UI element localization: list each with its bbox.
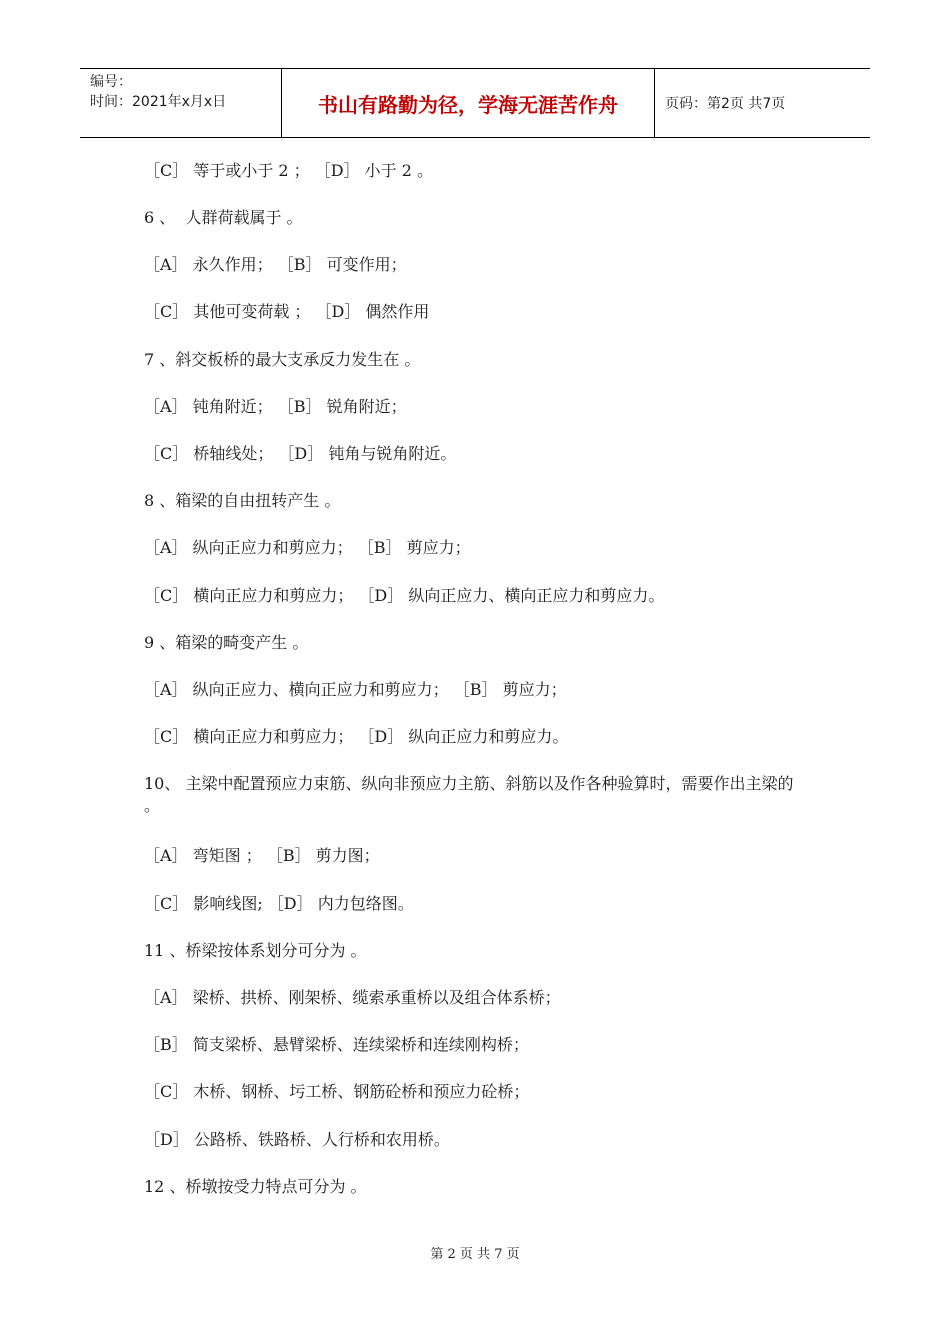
text-line: ［A］ 纵向正应力、横向正应力和剪应力； ［B］ 剪应力； xyxy=(144,680,567,699)
text-line: ［A］ 钝角附近； ［B］ 锐角附近； xyxy=(144,397,407,416)
text-line: ［C］ 木桥、钢桥、圬工桥、钢筋砼桥和预应力砼桥； xyxy=(144,1082,530,1101)
header-motto: 书山有路勤为径，学海无涯苦作舟 xyxy=(281,69,655,137)
text-line: ［C］ 影响线图; ［D］ 内力包络图。 xyxy=(144,894,414,913)
question-8: 8 、箱梁的自由扭转产生 。 xyxy=(144,491,341,510)
question-12: 12 、桥墩按受力特点可分为 。 xyxy=(144,1177,367,1196)
question-10: 10、 主梁中配置预应力束筋、纵向非预应力主筋、斜筋以及作各种验算时，需要作出主梁的 。 xyxy=(144,774,794,815)
text-line: ［C］ 桥轴线处； ［D］ 钝角与锐角附近。 xyxy=(144,444,457,463)
serial-label: 编号： xyxy=(90,74,132,90)
text-line: ［D］ 公路桥、铁路桥、人行桥和农用桥。 xyxy=(144,1130,450,1149)
question-6: 6 、 人群荷载属于 。 xyxy=(144,208,303,227)
text-line: ［A］ 弯矩图 ； ［B］ 剪力图； xyxy=(144,846,380,865)
text-line: ［A］ 永久作用； ［B］ 可变作用； xyxy=(144,255,407,274)
text-line: ［A］ 梁桥、拱桥、刚架桥、缆索承重桥以及组合体系桥； xyxy=(144,988,561,1007)
question-7: 7 、斜交板桥的最大支承反力发生在 。 xyxy=(144,350,421,369)
header-page-info: 页码：第2页 共7页 xyxy=(665,96,786,112)
text-line: ［C］ 横向正应力和剪应力； ［D］ 纵向正应力和剪应力。 xyxy=(144,727,569,746)
text-line: ［C］ 其他可变荷载 ； ［D］ 偶然作用 xyxy=(144,302,430,321)
text-line: ［B］ 简支梁桥、悬臂梁桥、连续梁桥和连续刚构桥； xyxy=(144,1035,529,1054)
page-footer: 第 2 页 共 7 页 xyxy=(430,1247,520,1262)
question-9: 9 、箱梁的畸变产生 。 xyxy=(144,633,309,652)
text-line: ［C］ 等于或小于 2 ； ［D］ 小于 2 。 xyxy=(144,161,434,180)
text-line: ［C］ 横向正应力和剪应力； ［D］ 纵向正应力、横向正应力和剪应力。 xyxy=(144,586,665,605)
header-left-cell xyxy=(80,69,281,137)
page-header xyxy=(80,68,870,138)
text-line: ［A］ 纵向正应力和剪应力； ［B］ 剪应力； xyxy=(144,538,471,557)
date-label: 时间：2021年x月x日 xyxy=(90,94,227,110)
question-11: 11 、桥梁按体系划分可分为 。 xyxy=(144,941,367,960)
